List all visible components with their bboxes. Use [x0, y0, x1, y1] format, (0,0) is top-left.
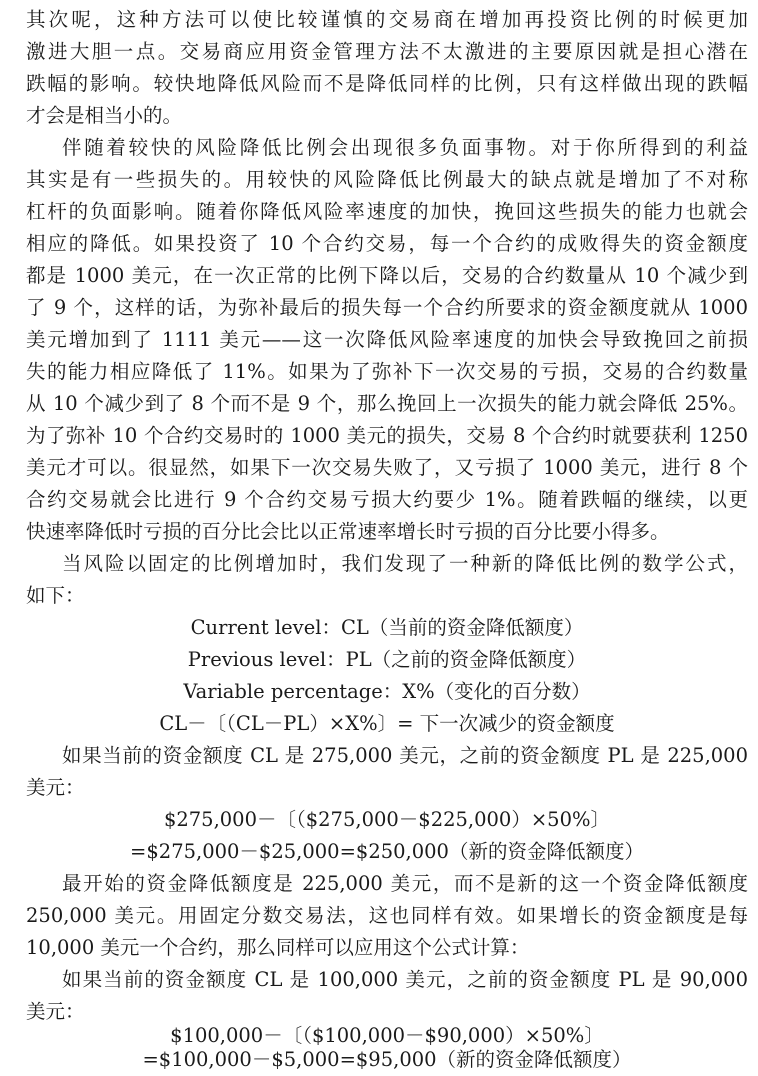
formula-definition-x: Variable percentage：X%（变化的百分数）	[183, 680, 591, 703]
example-1-intro-line-2: 美元：	[26, 776, 85, 799]
example-2-intro-line-1: 如果当前的资金额度 CL 是 100,000 美元，之前的资金额度 PL 是 90,000	[62, 968, 748, 991]
paragraph-1-line-2: 激进大胆一点。交易商应用资金管理方法不太激进的主要原因就是担心潜在	[26, 40, 748, 63]
paragraph-2-line-3: 杠杆的负面影响。随着你降低风险率速度的加快，挽回这些损失的能力也就会	[26, 200, 748, 223]
paragraph-4-line-1: 最开始的资金降低额度是 225,000 美元，而不是新的这一个资金降低额度	[62, 872, 748, 895]
example-1-intro-line-1: 如果当前的资金额度 CL 是 275,000 美元，之前的资金额度 PL 是 225,000	[62, 744, 748, 767]
paragraph-2-line-8: 失的能力相应降低了 11%。如果为了弥补下一次交易的亏损，交易的合约数量	[26, 360, 748, 383]
example-1-formula-line-2: =$275,000－$25,000=$250,000（新的资金降低额度）	[130, 840, 644, 863]
example-2-formula-line-1: $100,000－〔（$100,000－$90,000）×50%〕	[170, 1024, 604, 1047]
paragraph-4-line-3: 10,000 美元一个合约，那么同样可以应用这个公式计算：	[26, 936, 530, 959]
paragraph-3-line-1: 当风险以固定的比例增加时，我们发现了一种新的降低比例的数学公式，	[62, 552, 748, 575]
paragraph-2-line-13: 快速率降低时亏损的百分比会比以正常速率增长时亏损的百分比要小得多。	[26, 520, 670, 543]
paragraph-2-line-4: 相应的降低。如果投资了 10 个合约交易，每一个合约的成败得失的资金额度	[26, 232, 748, 255]
example-2-intro-line-2: 美元：	[26, 1000, 85, 1023]
paragraph-2-line-10: 为了弥补 10 个合约交易时的 1000 美元的损失，交易 8 个合约时就要获利 1250	[26, 424, 748, 447]
formula-definition-pl: Previous level：PL（之前的资金降低额度）	[187, 648, 587, 671]
paragraph-2-line-12: 合约交易就会比进行 9 个合约交易亏损大约要少 1%。随着跌幅的继续，以更	[26, 488, 748, 511]
paragraph-2-line-6: 了 9 个，这样的话，为弥补最后的损失每一个合约所要求的资金额度就从 1000	[26, 296, 748, 319]
formula-definition-cl: Current level：CL（当前的资金降低额度）	[190, 616, 584, 639]
paragraph-1-line-1: 其次呢，这种方法可以使比较谨慎的交易商在增加再投资比例的时候更加	[26, 8, 748, 31]
formula-main: CL－〔（CL－PL）×X%〕= 下一次减少的资金额度	[159, 712, 615, 735]
paragraph-2-line-11: 美元才可以。很显然，如果下一次交易失败了，又亏损了 1000 美元，进行 8 个	[26, 456, 748, 479]
example-1-formula-line-1: $275,000－〔（$275,000－$225,000）×50%〕	[163, 808, 611, 831]
paragraph-2-line-1: 伴随着较快的风险降低比例会出现很多负面事物。对于你所得到的利益	[62, 136, 748, 159]
paragraph-1-line-4: 才会是相当小的。	[26, 104, 183, 127]
paragraph-2-line-9: 从 10 个减少到了 8 个而不是 9 个，那么挽回上一次损失的能力就会降低 25%。	[26, 392, 748, 415]
paragraph-1-line-3: 跌幅的影响。较快地降低风险而不是降低同样的比例，只有这样做出现的跌幅	[26, 72, 748, 95]
paragraph-4-line-2: 250,000 美元。用固定分数交易法，这也同样有效。如果增长的资金额度是每	[26, 904, 748, 927]
example-2-formula-line-2: =$100,000－$5,000=$95,000（新的资金降低额度）	[142, 1048, 632, 1071]
paragraph-2-line-5: 都是 1000 美元，在一次正常的比例下降以后，交易的合约数量从 10 个减少到	[26, 264, 748, 287]
paragraph-2-line-7: 美元增加到了 1111 美元——这一次降低风险率速度的加快会导致挽回之前损	[26, 328, 748, 351]
paragraph-2-line-2: 其实是有一些损失的。用较快的风险降低比例最大的缺点就是增加了不对称	[26, 168, 748, 191]
paragraph-3-line-2: 如下：	[26, 584, 85, 607]
